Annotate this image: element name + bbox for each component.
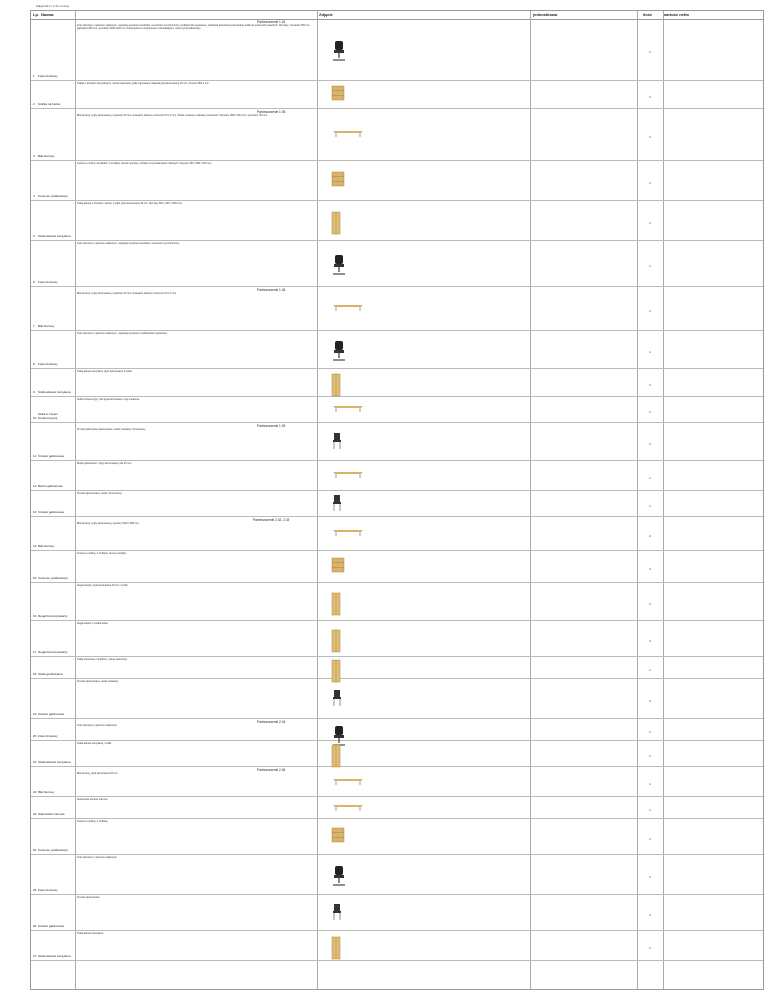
item-description: Blat biurowy z płyty laminowanej o grubości 25 mm, krawędzie oklejone obrzeżem PCV 2 mm. bbox=[77, 292, 177, 295]
top-note: Załącznik nr 1 do umowy bbox=[36, 4, 70, 8]
table-row bbox=[31, 583, 763, 621]
item-name: Stanowisko biurowe bbox=[38, 811, 65, 816]
table-row bbox=[31, 491, 763, 517]
table-row bbox=[31, 369, 763, 397]
row-number: 8 bbox=[33, 362, 35, 366]
item-description: Szafa aktowa z drzwiami, zamek, 4 półki, płyta laminowana 18 mm. Wymiary 800 x 400 x 1850 mm. bbox=[77, 202, 183, 205]
item-description: Kontener mobilny na kółkach, 3 szuflady, zamek centralny, szuflady na prowadnicach rolkowych. Wymiary 430 x 580 x 600 mm. bbox=[77, 162, 212, 165]
item-name: Regał biurowy/otwarty bbox=[38, 649, 68, 654]
room-heading: Pomieszczenie 2.02, 2.03 bbox=[252, 518, 290, 522]
product-photo bbox=[331, 557, 345, 578]
header-unit: jednostkowa bbox=[533, 12, 558, 17]
table-row bbox=[31, 657, 763, 679]
room-heading: Pomieszczenie 1.06 bbox=[256, 288, 286, 292]
item-description: Szafa ubraniowa z drążkiem, zamek patentowy. bbox=[77, 658, 128, 661]
table-row bbox=[31, 855, 763, 895]
product-photo bbox=[331, 211, 341, 240]
item-name: Blat biurowy bbox=[38, 323, 55, 328]
item-quantity: 1 bbox=[649, 95, 651, 99]
row-number: 15 bbox=[33, 576, 37, 580]
item-description: Szafka z drzwiami skrzydłowymi, zamek patentowy, półki regulowane. Materiał płyta laminowana 18 mm, obrzeże ABS 2 mm. bbox=[77, 82, 210, 85]
item-description: Fotel obrotowy z oparciem siatkowym, regulacja wysokości siedziska, mechanizm synchroniczny, podłokietniki regulowane, podstawa aluminiowa polerowana, kółka do powierzchni twardych. Wymiary: szerokość 650 mm, głębokość 650 mm, wysokość 1000-1120 mm. Kolorystyka do uzgodnienia z zamawiającym. Atest wytrzymałościowy. bbox=[77, 24, 311, 30]
item-quantity: 1 bbox=[649, 309, 651, 313]
row-number: 22 bbox=[33, 790, 37, 794]
table-row bbox=[31, 109, 763, 161]
item-name: Blat biurowy bbox=[38, 543, 55, 548]
product-photo bbox=[331, 494, 343, 517]
item-description: Fotel obrotowy z oparciem siatkowym, regulacja wysokości siedziska, mechanizm synchroniczny. bbox=[77, 242, 180, 245]
product-photo bbox=[331, 40, 347, 67]
item-name: Blat biurowy bbox=[38, 153, 55, 158]
row-number: 2 bbox=[33, 102, 35, 106]
product-photo bbox=[331, 432, 343, 455]
row-number: 6 bbox=[33, 280, 35, 284]
table-row bbox=[31, 397, 763, 423]
row-number: 3 bbox=[33, 154, 35, 158]
row-number: 14 bbox=[33, 544, 37, 548]
item-quantity: 1 bbox=[649, 730, 651, 734]
table-row bbox=[31, 719, 763, 741]
table-row bbox=[31, 517, 763, 551]
room-heading: Pomieszczenie 1.05 bbox=[256, 110, 286, 114]
item-description: Fotel obrotowy z oparciem siatkowym. bbox=[77, 856, 118, 859]
item-description: Fotel obrotowy z oparciem siatkowym. bbox=[77, 724, 118, 727]
table-row bbox=[31, 621, 763, 657]
row-number: 21 bbox=[33, 760, 37, 764]
row-number: 18 bbox=[33, 672, 37, 676]
header-value: wartość netto bbox=[663, 12, 690, 17]
row-number: 7 bbox=[33, 324, 35, 328]
table-row bbox=[31, 819, 763, 855]
item-quantity: 2 bbox=[649, 534, 651, 538]
item-quantity: 1 bbox=[649, 135, 651, 139]
item-description: Stolik konferencyjny, blat płyta laminowana, nogi metalowe. bbox=[77, 398, 140, 401]
item-quantity: 1 bbox=[649, 946, 651, 950]
header-photo: Zdjęcie bbox=[319, 12, 333, 17]
table-row bbox=[31, 201, 763, 241]
row-number: 11 bbox=[33, 454, 37, 458]
item-name: Biurko gabinetowe bbox=[38, 483, 63, 488]
table-row bbox=[31, 331, 763, 369]
item-name: Fotel obrotowy bbox=[38, 361, 58, 366]
product-photo bbox=[331, 400, 365, 418]
item-name: Szafa aktowa zamykana bbox=[38, 233, 71, 238]
item-description: Stanowisko biurowe narożne. bbox=[77, 798, 109, 801]
row-number: 20 bbox=[33, 734, 37, 738]
product-photo bbox=[331, 629, 341, 658]
product-photo bbox=[331, 171, 345, 192]
item-quantity: 1 bbox=[649, 383, 651, 387]
table-row bbox=[31, 931, 763, 961]
item-description: Kontener mobilny, 3 szuflady. bbox=[77, 820, 109, 823]
item-quantity: 2 bbox=[649, 442, 651, 446]
row-number: 13 bbox=[33, 510, 37, 514]
table-row bbox=[31, 797, 763, 819]
product-photo bbox=[331, 936, 341, 965]
row-number: 25 bbox=[33, 888, 37, 892]
item-quantity: 1 bbox=[649, 50, 651, 54]
product-photo bbox=[331, 689, 343, 712]
item-name: Krzesło gabinetowe bbox=[38, 509, 65, 514]
room-heading: Pomieszczenie 1.09 bbox=[256, 424, 286, 428]
row-number: 1 bbox=[33, 74, 35, 78]
item-description: Blat biurowy z płyty laminowanej o grubości 25 mm, krawędzie oklejone obrzeżem PCV 2 mm. Stelaż metalowy malowany proszkowo. Wymiary 1600 x 800 mm, wysokość 740 mm. bbox=[77, 114, 268, 117]
item-quantity: 2 bbox=[649, 913, 651, 917]
product-photo bbox=[331, 865, 347, 892]
item-quantity: 1 bbox=[649, 668, 651, 672]
item-quantity: 2 bbox=[649, 639, 651, 643]
product-photo bbox=[331, 903, 343, 926]
table-row bbox=[31, 551, 763, 583]
row-number: 27 bbox=[33, 954, 37, 958]
product-photo bbox=[331, 592, 341, 621]
row-number: 16 bbox=[33, 614, 37, 618]
item-name: Kontener podbiurkowy bbox=[38, 847, 68, 852]
item-name: Kontener podbiurkowy bbox=[38, 575, 68, 580]
table-row bbox=[31, 241, 763, 287]
product-photo bbox=[331, 85, 345, 106]
product-photo bbox=[331, 466, 365, 484]
item-name: Szafa aktowa zamykana bbox=[38, 389, 71, 394]
item-quantity: 1 bbox=[649, 264, 651, 268]
item-description: Fotel obrotowy z oparciem siatkowym, regulacja wysokości, podłokietniki regulowane. bbox=[77, 332, 168, 335]
item-description: Regał otwarty, płyta laminowana 18 mm, 4 półki. bbox=[77, 584, 129, 587]
item-name: Szafka na biurko bbox=[38, 101, 61, 106]
header-no: Lp. bbox=[33, 12, 39, 17]
row-number: 4 bbox=[33, 194, 35, 198]
item-description: Szafa aktowa zamykana. bbox=[77, 932, 104, 935]
item-description: Krzesło gabinetowe tapicerowane, stelaż metalowy chromowany. bbox=[77, 428, 146, 431]
product-photo bbox=[331, 827, 345, 848]
item-quantity: 4 bbox=[649, 699, 651, 703]
item-name: Fotel obrotowy bbox=[38, 279, 58, 284]
table-row bbox=[31, 81, 763, 109]
table-row bbox=[31, 679, 763, 719]
item-description: Blat biurowy z płyty laminowanej, wymiary 1600 x 800 mm. bbox=[77, 522, 140, 525]
row-number: 9 bbox=[33, 390, 35, 394]
row-number: 12 bbox=[33, 484, 37, 488]
item-quantity: 1 bbox=[649, 350, 651, 354]
item-quantity: 1 bbox=[649, 837, 651, 841]
item-quantity: 1 bbox=[649, 410, 651, 414]
product-photo bbox=[331, 254, 347, 281]
item-description: Krzesło tapicerowane. bbox=[77, 896, 101, 899]
table-row bbox=[31, 161, 763, 201]
table-row bbox=[31, 767, 763, 797]
room-heading: Pomieszczenie 2.04 bbox=[256, 720, 286, 724]
furniture-table bbox=[30, 10, 764, 990]
item-name: Szafa aktowa zamykana bbox=[38, 759, 71, 764]
row-number: 17 bbox=[33, 650, 37, 654]
item-name: Krzesło gabinetowe bbox=[38, 923, 65, 928]
product-photo bbox=[331, 773, 365, 791]
row-number: 5 bbox=[33, 234, 35, 238]
row-number: 24 bbox=[33, 848, 37, 852]
item-name: Kontener podbiurkowy bbox=[38, 193, 68, 198]
item-description: Szafa aktowa zamykana, 4 półki. bbox=[77, 742, 112, 745]
item-description: Blat biurowy, płyta laminowana 25 mm. bbox=[77, 772, 119, 775]
table-row bbox=[31, 895, 763, 931]
item-description: Biurko gabinetowe z płyty laminowanej, blat 25 mm. bbox=[77, 462, 132, 465]
item-name: Krzesło gabinetowe bbox=[38, 453, 65, 458]
item-quantity: 1 bbox=[649, 875, 651, 879]
table-row bbox=[31, 19, 763, 81]
item-quantity: 1 bbox=[649, 181, 651, 185]
item-name: Regał biurowy/otwarty bbox=[38, 613, 68, 618]
product-photo bbox=[331, 340, 347, 367]
item-description: Kontener mobilny, 3 szuflady, zamek centralny. bbox=[77, 552, 127, 555]
product-photo bbox=[331, 799, 365, 817]
item-name: Szafa aktowa zamykana bbox=[38, 953, 71, 958]
table-row bbox=[31, 287, 763, 331]
item-quantity: 1 bbox=[649, 476, 651, 480]
item-name: Fotel obrotowy bbox=[38, 73, 58, 78]
item-quantity: 1 bbox=[649, 754, 651, 758]
product-photo bbox=[331, 125, 365, 143]
item-quantity: 1 bbox=[649, 221, 651, 225]
item-name: Stolik w części konferencyjnej bbox=[38, 412, 58, 420]
table-row bbox=[31, 423, 763, 461]
item-name: Krzesło gabinetowe bbox=[38, 711, 65, 716]
product-photo bbox=[331, 299, 365, 317]
item-quantity: 2 bbox=[649, 567, 651, 571]
room-heading: Pomieszczenie 1.04 bbox=[256, 20, 286, 24]
row-number: 19 bbox=[33, 712, 37, 716]
row-number: 10 bbox=[33, 416, 37, 420]
header-name: Nazwa bbox=[41, 12, 54, 17]
item-name: Fotel obrotowy bbox=[38, 887, 58, 892]
table-row bbox=[31, 461, 763, 491]
item-quantity: 1 bbox=[649, 504, 651, 508]
row-number: 23 bbox=[33, 812, 37, 816]
item-quantity: 1 bbox=[649, 782, 651, 786]
item-description: Krzesło tapicerowane, stelaż metalowy. bbox=[77, 680, 119, 683]
item-name: Szafa gardrobiana bbox=[38, 671, 63, 676]
item-description: Regał otwarty z szafką dolną. bbox=[77, 622, 109, 625]
header-qty: ilość bbox=[643, 12, 653, 17]
item-name: Blat biurowy bbox=[38, 789, 55, 794]
item-description: Szafa aktowa zamykana, płyta laminowana, 5 półek. bbox=[77, 370, 133, 373]
table-row bbox=[31, 741, 763, 767]
item-name: Fotel obrotowy bbox=[38, 733, 58, 738]
row-number: 26 bbox=[33, 924, 37, 928]
item-description: Krzesło tapicerowane, stelaż chromowany. bbox=[77, 492, 123, 495]
room-heading: Pomieszczenie 2.06 bbox=[256, 768, 286, 772]
product-photo bbox=[331, 524, 365, 542]
item-quantity: 1 bbox=[649, 808, 651, 812]
item-quantity: 2 bbox=[649, 602, 651, 606]
